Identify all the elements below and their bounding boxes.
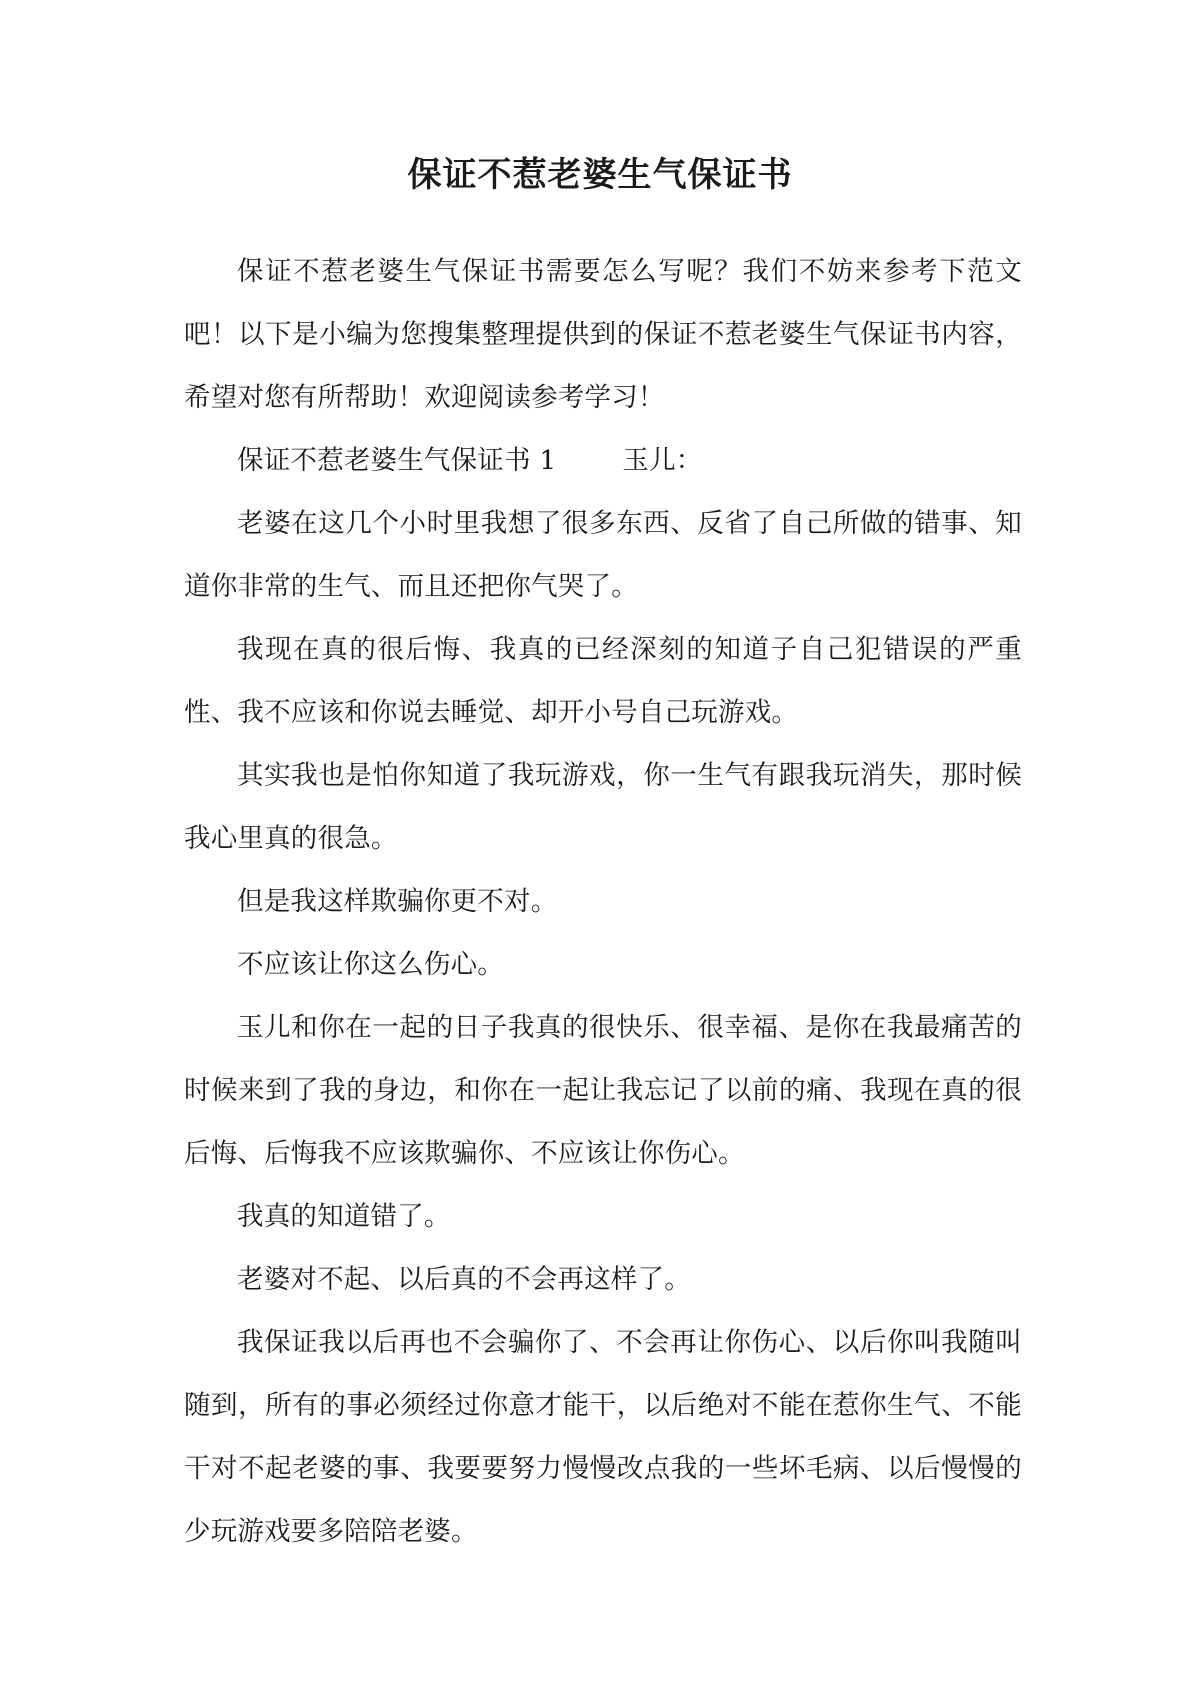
body-paragraph: 老婆在这几个小时里我想了很多东西、反省了自己所做的错事、知道你非常的生气、而且还把你气哭了。 [184, 508, 1022, 602]
salutation: 玉儿： [622, 445, 703, 476]
body-paragraph: 其实我也是怕你知道了我玩游戏，你一生气有跟我玩消失，那时候我心里真的很急。 [184, 760, 1022, 854]
section-heading [184, 429, 1022, 492]
section-title: 保证不惹老婆生气保证书 1 [237, 445, 557, 476]
intro-paragraph: 保证不惹老婆生气保证书需要怎么写呢？我们不妨来参考下范文吧！以下是小编为您搜集整理提供到的保证不惹老婆生气保证书内容，希望对您有所帮助！欢迎阅读参考学习！ [184, 256, 1022, 413]
body-paragraph: 我保证我以后再也不会骗你了、不会再让你伤心、以后你叫我随叫随到，所有的事必须经过你意才能干，以后绝对不能在惹你生气、不能干对不起老婆的事、我要要努力慢慢改点我的一些坏毛病、以后慢慢的少玩游戏要多陪陪老婆。 [184, 1327, 1022, 1547]
body-paragraph: 老婆对不起、以后真的不会再这样了。 [237, 1264, 691, 1295]
body-paragraph: 不应该让你这么伤心。 [237, 949, 504, 980]
body-paragraph: 玉儿和你在一起的日子我真的很快乐、很幸福、是你在我最痛苦的时候来到了我的身边，和你在一起让我忘记了以前的痛、我现在真的很后悔、后悔我不应该欺骗你、不应该让你伤心。 [184, 1012, 1022, 1169]
document-title: 保证不惹老婆生气保证书 [407, 155, 793, 195]
body-paragraph: 我现在真的很后悔、我真的已经深刻的知道子自己犯错误的严重性、我不应该和你说去睡觉、却开小号自己玩游戏。 [184, 634, 1022, 728]
body-paragraph: 但是我这样欺骗你更不对。 [237, 886, 558, 917]
body-paragraph: 我真的知道错了。 [237, 1201, 451, 1232]
document-body [184, 240, 1022, 1563]
